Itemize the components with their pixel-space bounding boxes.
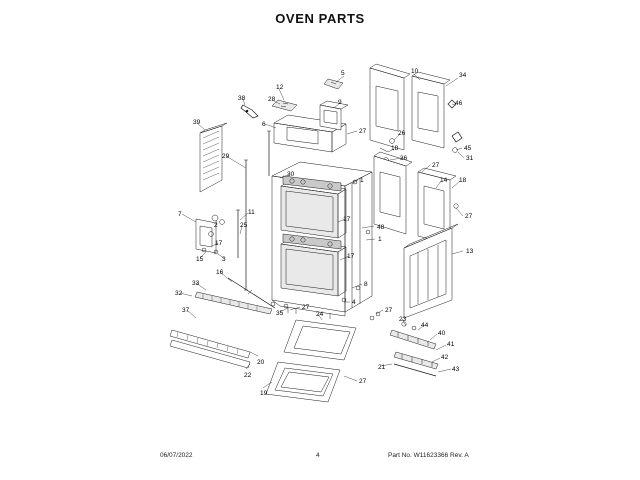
callout-46: 46 (455, 100, 463, 107)
callout-29: 29 (222, 153, 230, 160)
callout-5: 5 (341, 70, 345, 77)
callout-8: 8 (364, 281, 368, 288)
callout-17-b: 17 (215, 240, 223, 247)
callout-19: 19 (260, 390, 268, 397)
callout-27-far-right: 27 (465, 213, 473, 220)
callout-21: 21 (378, 364, 386, 371)
callout-38: 38 (238, 95, 246, 102)
callout-27-right: 27 (432, 162, 440, 169)
callout-27-bottom: 27 (359, 378, 367, 385)
callout-18-lower: 18 (459, 177, 467, 184)
callout-43: 43 (452, 366, 460, 373)
callout-27-top: 27 (359, 128, 367, 135)
callout-12: 12 (276, 84, 284, 91)
callout-27-right-lower: 27 (385, 307, 393, 314)
callout-1-upper: 1 (360, 177, 364, 184)
callout-7: 7 (178, 211, 182, 218)
callout-42: 42 (441, 354, 449, 361)
callout-17-a: 17 (343, 216, 351, 223)
callout-35: 35 (276, 310, 284, 317)
callout-32: 32 (175, 290, 183, 297)
callout-37: 37 (182, 307, 190, 314)
callout-3: 3 (222, 256, 226, 263)
callout-4: 4 (352, 299, 356, 306)
callout-23: 23 (399, 316, 407, 323)
callout-14: 14 (440, 177, 448, 184)
callout-44: 44 (421, 322, 429, 329)
callout-39: 39 (193, 119, 201, 126)
callout-20: 20 (257, 359, 265, 366)
callout-9: 9 (338, 99, 342, 106)
callout-15: 15 (196, 256, 204, 263)
callout-45: 45 (464, 145, 472, 152)
footer-date: 06/07/2022 (160, 452, 193, 459)
callout-36: 36 (400, 155, 408, 162)
callout-22: 22 (244, 372, 252, 379)
footer-part-number: Part No. W11623366 Rev. A (388, 452, 469, 459)
footer-page-number: 4 (316, 452, 320, 459)
callout-6: 6 (262, 121, 266, 128)
callout-2: 2 (214, 222, 218, 229)
callout-41: 41 (447, 341, 455, 348)
callout-16: 16 (216, 269, 224, 276)
callout-24: 24 (316, 311, 324, 318)
callout-26: 26 (398, 130, 406, 137)
callout-48: 48 (377, 224, 385, 231)
callout-34: 34 (459, 72, 467, 79)
callout-28: 28 (268, 96, 276, 103)
page-footer (0, 452, 640, 464)
callout-33: 33 (192, 280, 200, 287)
callout-1-lower: 1 (378, 236, 382, 243)
callout-30: 30 (287, 171, 295, 178)
callout-27-base: 27 (302, 304, 310, 311)
callout-25: 25 (240, 222, 248, 229)
callout-13: 13 (466, 248, 474, 255)
page-title: OVEN PARTS (275, 11, 365, 26)
callout-31: 31 (466, 155, 474, 162)
callout-17-c: 17 (347, 253, 355, 260)
callout-18-upper: 18 (391, 145, 399, 152)
callout-11: 11 (248, 209, 255, 216)
callout-40: 40 (438, 330, 446, 337)
callout-10: 10 (411, 68, 419, 75)
